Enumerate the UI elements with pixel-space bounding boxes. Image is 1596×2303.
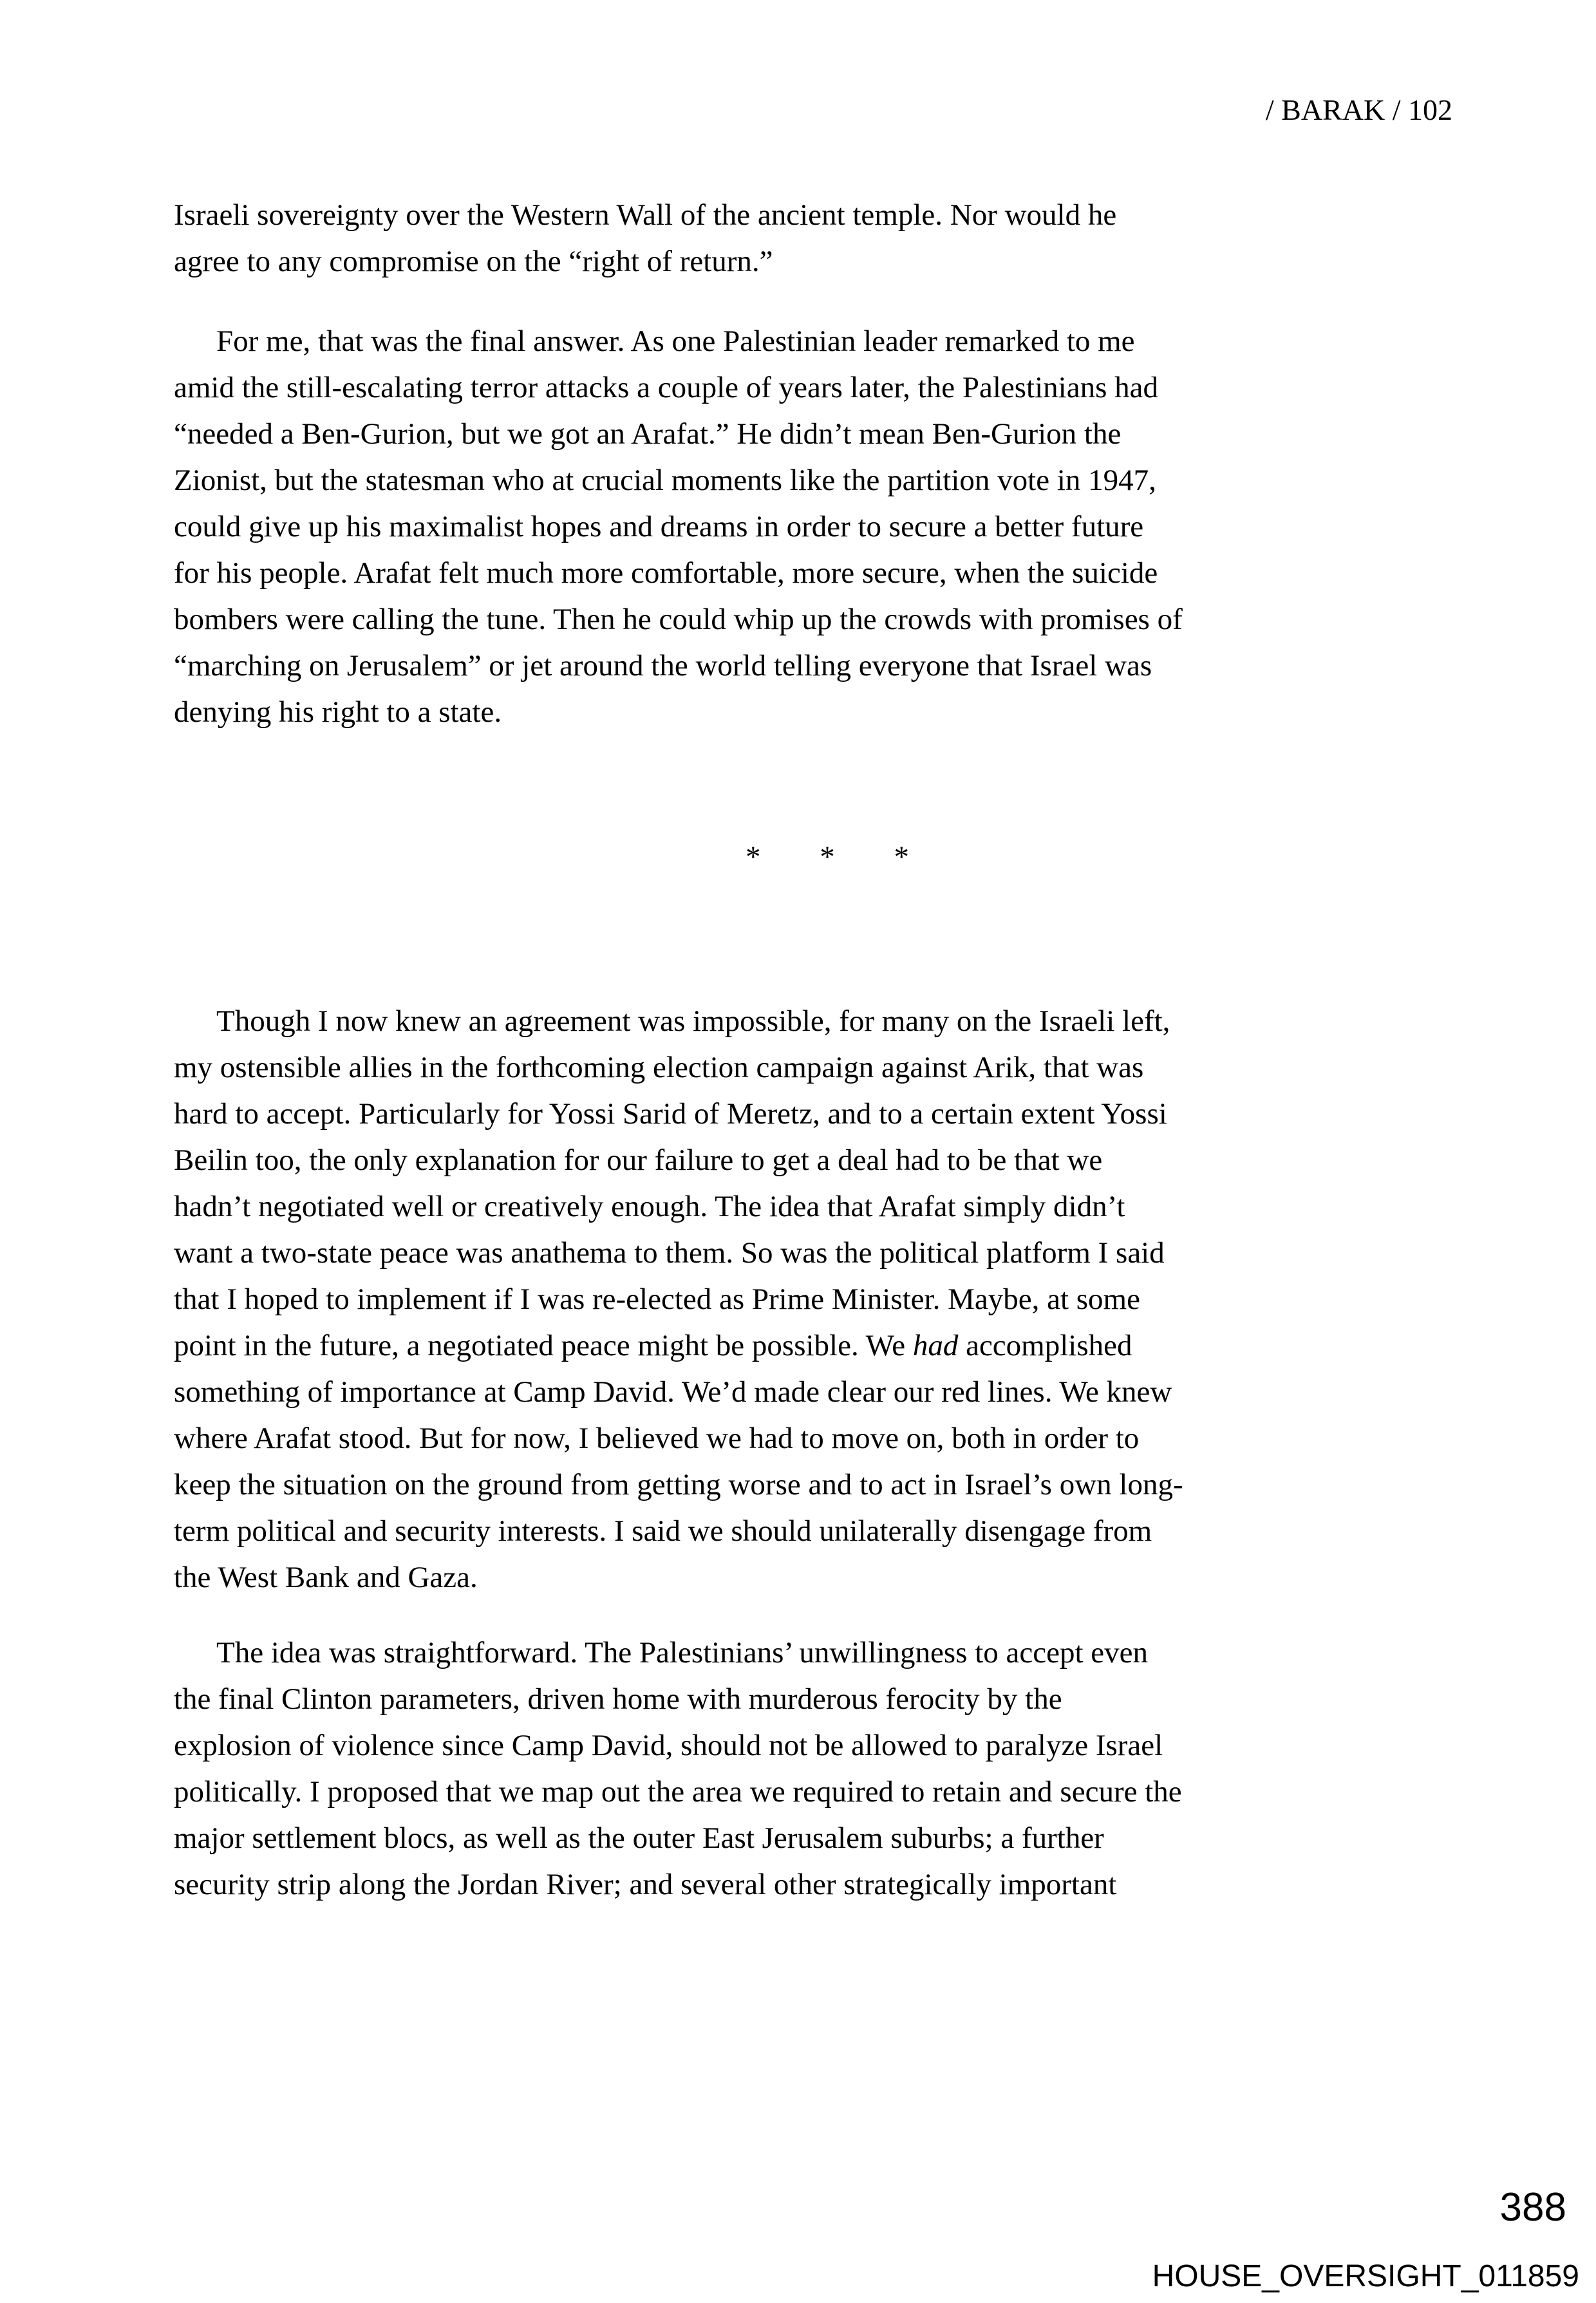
text-line: bombers were calling the tune. Then he could whip up the crowds with promises of (174, 603, 1183, 636)
text-line: that I hoped to implement if I was re-elected as Prime Minister. Maybe, at some (174, 1283, 1140, 1316)
text-line: the final Clinton parameters, driven home with murderous ferocity by the (174, 1682, 1062, 1716)
italic-word: had (912, 1329, 959, 1362)
text-line: something of importance at Camp David. We’d made clear our red lines. We knew (174, 1375, 1172, 1409)
text-line: hadn’t negotiated well or creatively enough. The idea that Arafat simply didn’t (174, 1190, 1125, 1223)
text-line: security strip along the Jordan River; and several other strategically important (174, 1868, 1117, 1901)
text-line: where Arafat stood. But for now, I believed we had to move on, both in order to (174, 1422, 1140, 1455)
page-number: 388 (1499, 2185, 1566, 2230)
text-line: Israeli sovereignty over the Western Wall of the ancient temple. Nor would he (174, 198, 1117, 232)
text-line: For me, that was the final answer. As one Palestinian leader remarked to me (216, 324, 1135, 358)
text-segment: point in the future, a negotiated peace might be possible. We (174, 1329, 913, 1362)
paragraph-3 (174, 998, 1423, 1601)
text-line: Beilin too, the only explanation for our failure to get a deal had to be that we (174, 1143, 1103, 1177)
text-line: my ostensible allies in the forthcoming election campaign against Arik, that was (174, 1051, 1144, 1084)
text-line: “needed a Ben-Gurion, but we got an Arafat.” He didn’t mean Ben-Gurion the (174, 417, 1122, 451)
text-line: term political and security interests. I said we should unilaterally disengage from (174, 1514, 1152, 1548)
section-separator (174, 834, 1423, 880)
bates-stamp: HOUSE_OVERSIGHT_011859 (1152, 2259, 1579, 2293)
text-line: “marching on Jerusalem” or jet around the world telling everyone that Israel was (174, 649, 1152, 682)
text-line: keep the situation on the ground from getting worse and to act in Israel’s own long- (174, 1468, 1183, 1501)
text-line: want a two-state peace was anathema to them. So was the political platform I said (174, 1236, 1165, 1270)
paragraph-1 (174, 192, 1423, 285)
text-line-with-italic (174, 1322, 1423, 1369)
text-segment: accomplished (958, 1329, 1132, 1362)
separator-asterisks: * * * (746, 840, 909, 874)
text-line: The idea was straightforward. The Palestinians’ unwillingness to accept even (216, 1636, 1148, 1669)
text-line: major settlement blocs, as well as the outer East Jerusalem suburbs; a further (174, 1821, 1104, 1855)
body-text (174, 0, 1423, 1908)
text-line: amid the still-escalating terror attacks a couple of years later, the Palestinians had (174, 371, 1158, 404)
text-line: Zionist, but the statesman who at crucial moments like the partition vote in 1947, (174, 464, 1156, 497)
text-line: hard to accept. Particularly for Yossi Sarid of Meretz, and to a certain extent Yossi (174, 1097, 1167, 1131)
paragraph-2 (174, 318, 1423, 735)
text-line: the West Bank and Gaza. (174, 1561, 478, 1594)
text-line: for his people. Arafat felt much more comfortable, more secure, when the suicide (174, 556, 1158, 590)
running-header: / BARAK / 102 (1265, 93, 1452, 126)
text-line: explosion of violence since Camp David, should not be allowed to paralyze Israel (174, 1729, 1163, 1762)
text-line: politically. I proposed that we map out the area we required to retain and secure the (174, 1775, 1182, 1809)
text-line: Though I now knew an agreement was impossible, for many on the Israeli left, (216, 1004, 1170, 1038)
text-line: could give up his maximalist hopes and dreams in order to secure a better future (174, 510, 1144, 543)
paragraph-4 (174, 1630, 1423, 1908)
text-line: denying his right to a state. (174, 695, 502, 729)
text-line: agree to any compromise on the “right of return.” (174, 245, 773, 278)
